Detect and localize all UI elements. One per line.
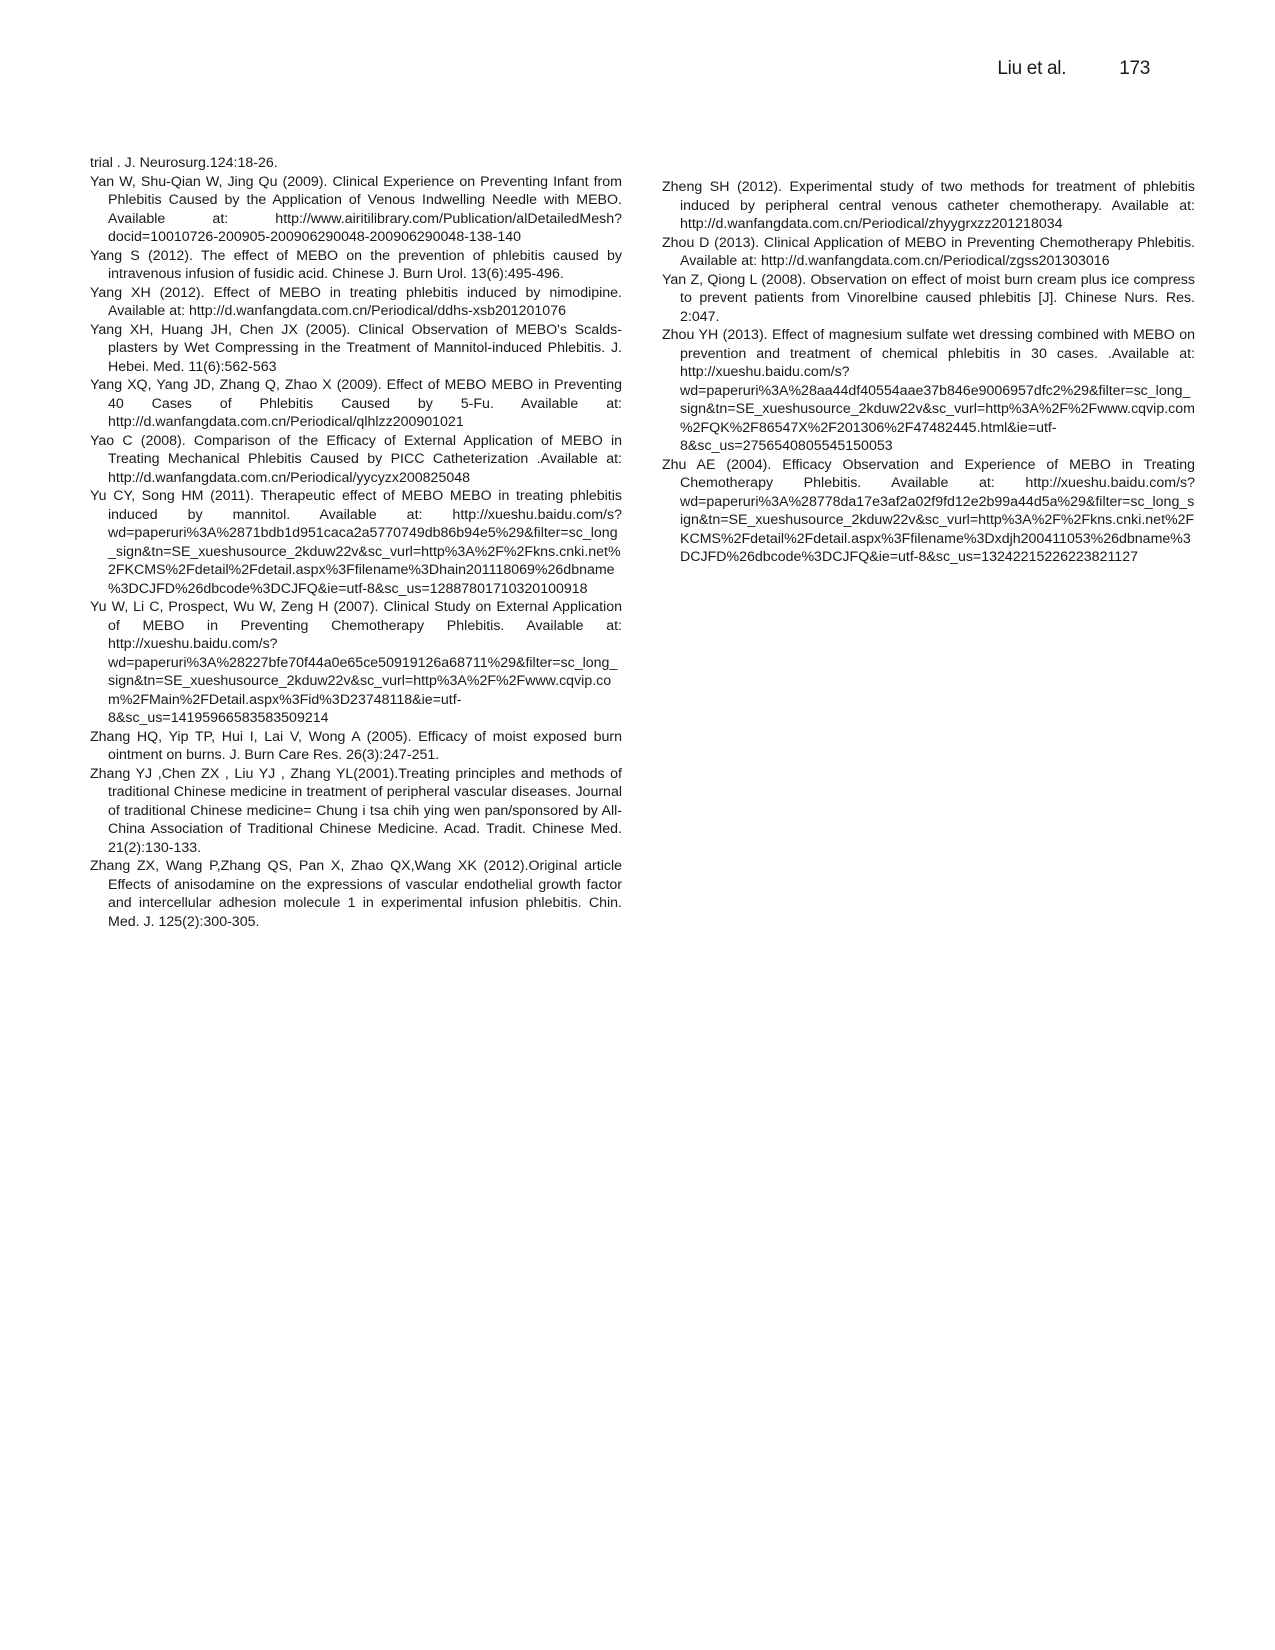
reference-entry: trial . J. Neurosurg.124:18-26. [90,155,278,171]
running-header [997,58,1150,80]
reference-entry: Yu W, Li C, Prospect, Wu W, Zeng H (2007). Clinical Study on External Application of MEBO in Preventing Chemotherapy Phlebitis. Available at: http://xueshu.baidu.com/s?wd=paperuri%3A%28227bfe70f44a0e65ce50919126a68711%29&filter=sc_long_sign&tn=SE_xueshusource_2kduw22v&sc_vurl=http%3A%2F%2Fwww.cqvip.com%2FMain%2FDetail.aspx%3Fid%3D23748118&ie=utf-8&sc_us=14195966583583509214 [90,599,622,726]
reference-entry: Zhang HQ, Yip TP, Hui I, Lai V, Wong A (2005). Efficacy of moist exposed burn ointment on burns. J. Burn Care Res. 26(3):247-251. [90,728,622,763]
reference-entry: Yang XH (2012). Effect of MEBO in treating phlebitis induced by nimodipine. Available at: http://d.wanfangdata.com.cn/Periodical/ddhs-xsb201201076 [90,284,622,319]
references-left-column [90,154,622,931]
reference-entry: Yu CY, Song HM (2011). Therapeutic effect of MEBO MEBO in treating phlebitis induced by mannitol. Available at: http://xueshu.baidu.com/s?wd=paperuri%3A%2871bdb1d951caca2a5770749db86b94e5%29&filter=sc_long_sign&tn=SE_xueshusource_2kduw22v&sc_vurl=http%3A%2F%2Fkns.cnki.net%2FKCMS%2Fdetail%2Fdetail.aspx%3Ffilename%3Dhain201118069%26dbname%3DCJFD%26dbcode%3DCJFQ&ie=utf-8&sc_us=12887801710320100918 [90,488,622,597]
reference-entry: Zhou D (2013). Clinical Application of MEBO in Preventing Chemotherapy Phlebitis. Available at: http://d.wanfangdata.com.cn/Periodical/zgss201303016 [662,234,1195,269]
reference-entry: Yang S (2012). The effect of MEBO on the prevention of phlebitis caused by intravenous infusion of fusidic acid. Chinese J. Burn Urol. 13(6):495-496. [90,247,622,282]
reference-entry: Zhang YJ ,Chen ZX , Liu YJ , Zhang YL(2001).Treating principles and methods of traditional Chinese medicine in treatment of peripheral vascular diseases. Journal of traditional Chinese medicine= Chung i tsa chih ying wen pan/sponsored by All-China Association of Traditional Chinese Medicine. Acad. Tradit. Chinese Med. 21(2):130-133. [90,765,622,856]
reference-entry: Zheng SH (2012). Experimental study of two methods for treatment of phlebitis induced by peripheral central venous catheter chemotherapy. Available at: http://d.wanfangdata.com.cn/Periodical/zhyygrxzz201218034 [662,179,1195,232]
reference-entry: Yan W, Shu-Qian W, Jing Qu (2009). Clinical Experience on Preventing Infant from Phlebitis Caused by the Application of Venous Indwelling Needle with MEBO. Available at: http://www.airitilibrary.com/Publication/alDetailedMesh?docid=10010726-200905-200906290048-200906290048-138-140 [90,173,622,245]
running-header-author: Liu et al. [997,58,1067,79]
reference-entry: Yao C (2008). Comparison of the Efficacy of External Application of MEBO in Treating Mechanical Phlebitis Caused by PICC Catheterization .Available at: http://d.wanfangdata.com.cn/Periodical/yycyzx200825048 [90,432,622,486]
page-number: 173 [1119,58,1150,79]
reference-entry: Zhu AE (2004). Efficacy Observation and Experience of MEBO in Treating Chemotherapy Phlebitis. Available at: http://xueshu.baidu.com/s?wd=paperuri%3A%28778da17e3af2a02f9fd12e2b99a44d5a%29&filter=sc_long_sign&tn=SE_xueshusource_2kduw22v&sc_vurl=http%3A%2F%2Fkns.cnki.net%2FKCMS%2Fdetail%2Fdetail.aspx%3Ffilename%3Dxdjh200411053%26dbname%3DCJFD%26dbcode%3DCJFQ&ie=utf-8&sc_us=13242215226223821127 [662,456,1195,565]
reference-entry: Yan Z, Qiong L (2008). Observation on effect of moist burn cream plus ice compress to prevent patients from Vinorelbine caused phlebitis [J]. Chinese Nurs. Res. 2:047. [662,271,1195,325]
references-right-column [662,178,1195,567]
reference-entry: Zhang ZX, Wang P,Zhang QS, Pan X, Zhao QX,Wang XK (2012).Original article Effects of anisodamine on the expressions of vascular endothelial growth factor and intercellular adhesion molecule 1 in experimental infusion phlebitis. Chin. Med. J. 125(2):300-305. [90,858,622,930]
reference-entry: Yang XQ, Yang JD, Zhang Q, Zhao X (2009). Effect of MEBO MEBO in Preventing 40 Cases of Phlebitis Caused by 5-Fu. Available at: http://d.wanfangdata.com.cn/Periodical/qlhlzz200901021 [90,377,622,430]
reference-entry: Zhou YH (2013). Effect of magnesium sulfate wet dressing combined with MEBO on prevention and treatment of chemical phlebitis in 30 cases. .Available at: http://xueshu.baidu.com/s?wd=paperuri%3A%28aa44df40554aae37b846e9006957dfc2%29&filter=sc_long_sign&tn=SE_xueshusource_2kduw22v&sc_vurl=http%3A%2F%2Fwww.cqvip.com%2FQK%2F86547X%2F201306%2F47482445.html&ie=utf-8&sc_us=2756540805545150053 [662,327,1195,454]
reference-entry: Yang XH, Huang JH, Chen JX (2005). Clinical Observation of MEBO's Scalds-plasters by Wet Compressing in the Treatment of Mannitol-induced Phlebitis. J. Hebei. Med. 11(6):562-563 [90,321,622,375]
